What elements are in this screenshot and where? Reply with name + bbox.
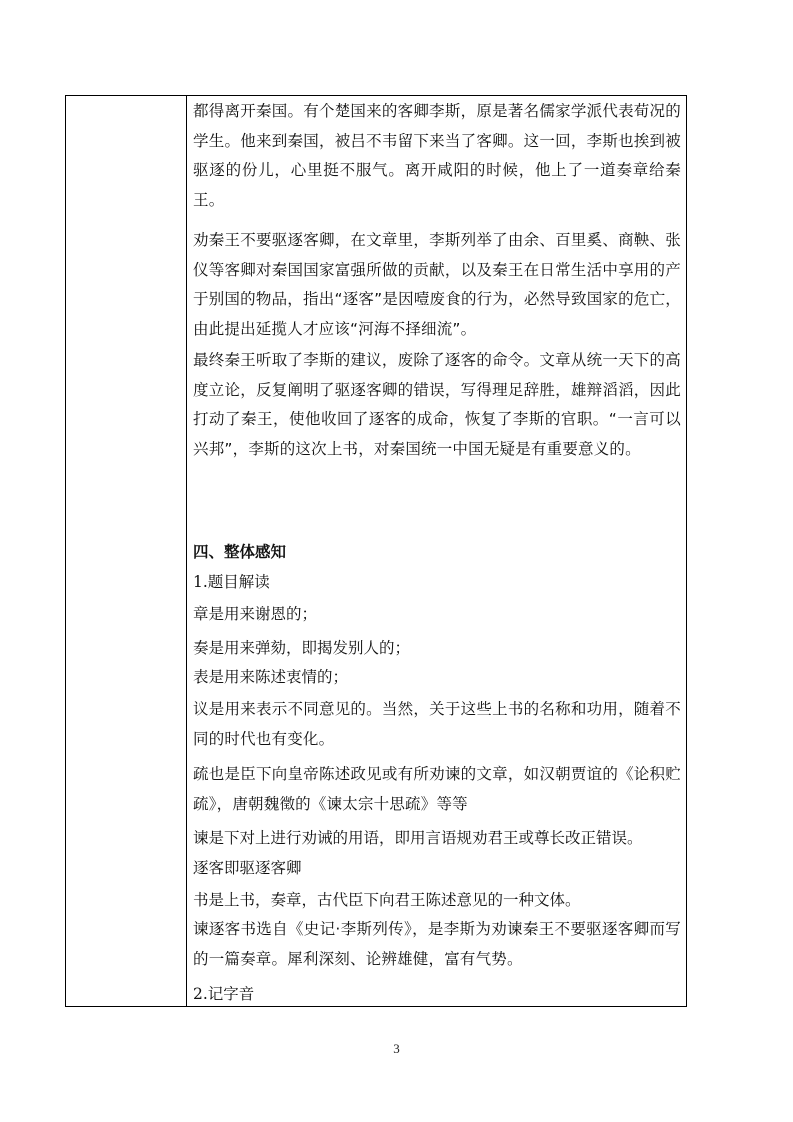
paragraph-outcome: 最终秦王听取了李斯的建议，废除了逐客的命令。文章从统一天下的高度立论，反复阐明了驱逐客卿的错误，写得理足辞胜，雄辩滔滔，因此打动了秦王，使他收回了逐客的成命，恢复了李斯的官职。“一言可以兴邦”，李斯的这次上书，对秦国统一中国无疑是有重要意义的。	[193, 351, 681, 458]
list-item: 奏是用来弹劾，即揭发别人的；	[193, 639, 411, 657]
line-jian: 谏是下对上进行劝诫的用语，即用言语规劝君王或尊长改正错误。	[193, 829, 643, 847]
list-item: 表是用来陈述衷情的；	[193, 668, 349, 686]
subheading-title-reading: 1.题目解读	[193, 573, 270, 591]
paragraph-persuasion: 劝秦王不要驱逐客卿，在文章里，李斯列举了由余、百里奚、商鞅、张仪等客卿对秦国国家富强所做的贡献，以及秦王在日常生活中享用的产于别国的物品，指出“逐客”是因噎废食的行为，必然导致国家的危亡，由此提出延揽人才应该“河海不择细流”。	[193, 231, 681, 338]
list-item: 章是用来谢恩的；	[193, 605, 318, 623]
line-shu: 书是上书，奏章，古代臣下向君王陈述意见的一种文体。	[193, 891, 581, 909]
column-divider	[186, 96, 187, 1006]
paragraph-yi: 议是用来表示不同意见的。当然，关于这些上书的名称和功用，随着不同的时代也有变化。	[193, 700, 681, 748]
paragraph-source: 谏逐客书选自《史记·李斯列传》，是李斯为劝谏秦王不要驱逐客卿而写的一篇奏章。犀利深刻、论辨雄健，富有气势。	[193, 920, 681, 968]
line-zhuke: 逐客即驱逐客卿	[193, 859, 302, 877]
paragraph-shu: 疏也是臣下向皇帝陈述政见或有所劝谏的文章，如汉朝贾谊的《论积贮疏》，唐朝魏徵的《谏太宗十思疏》等等	[193, 765, 681, 813]
paragraph-background: 都得离开秦国。有个楚国来的客卿李斯，原是著名儒家学派代表荀况的学生。他来到秦国，被吕不韦留下来当了客卿。这一回，李斯也挨到被驱逐的份儿，心里挺不服气。离开咸阳的时候，他上了一道奏章给秦王。	[193, 102, 681, 209]
subheading-pronunciation: 2.记字音	[193, 985, 255, 1003]
page-number: 3	[393, 1041, 400, 1056]
section-heading: 四、整体感知	[193, 543, 287, 561]
document-table	[65, 95, 687, 1007]
